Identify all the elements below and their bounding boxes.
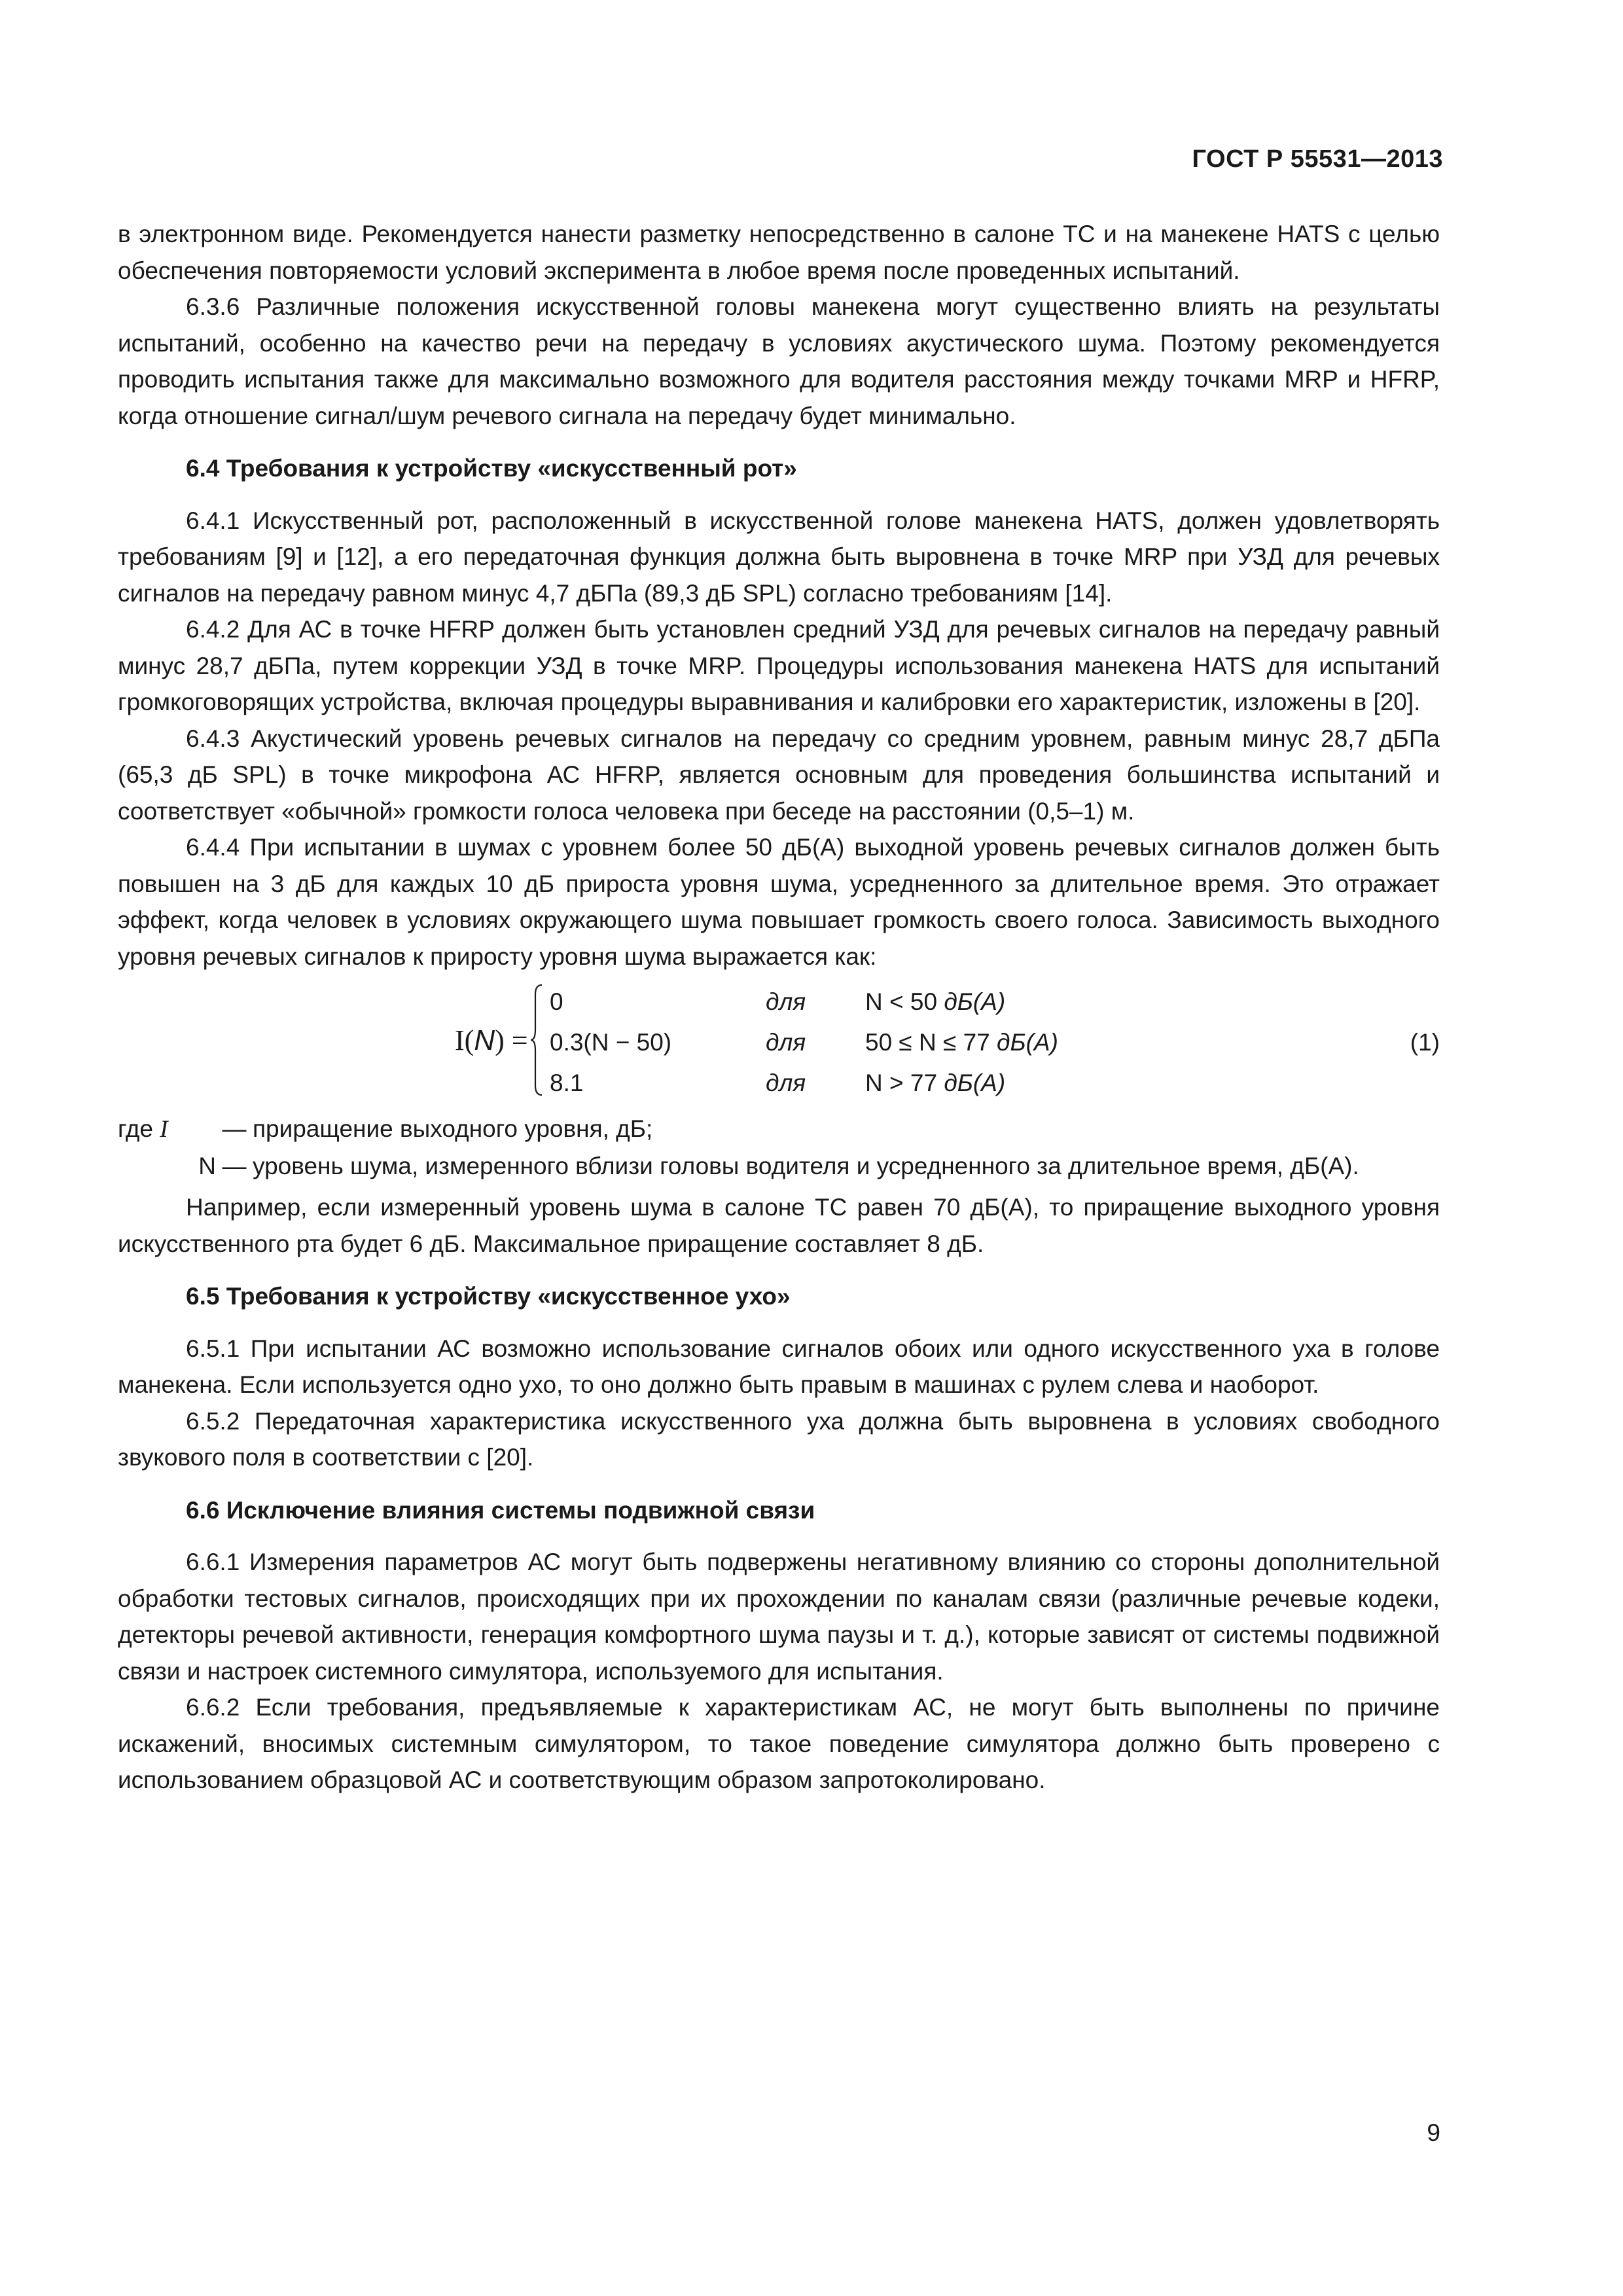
- formula-lhs: I(N) =: [455, 1024, 528, 1056]
- case-value: 0.3(N − 50): [550, 1029, 672, 1056]
- case-word: для: [766, 1029, 806, 1056]
- definition-symbol: где I: [118, 1115, 168, 1143]
- definition-symbol: N: [198, 1152, 216, 1179]
- case-condition: N < 50 дБ(А): [865, 988, 1006, 1015]
- paragraph-6-6-2: 6.6.2 Если требования, предъявляемые к характеристикам АС, не могут быть выполнены по причине искажений, вносимых системным симулятором, то такое поведение симулятора должно быть проверено с использованием образцовой АС и соответствующим образом запротоколировано.: [118, 1694, 1440, 1793]
- paragraph-6-3-6: 6.3.6 Различные положения искусственной головы манекена могут существенно влиять на результаты испытаний, особенно на качество речи на передачу в условиях акустического шума. Поэтому рекомендуется проводить испытания также для максимально возможного для водителя расстояния между точками MRP и HFRP, когда отношение сигнал/шум речевого сигнала на передачу будет минимально.: [118, 293, 1440, 429]
- case-condition: N > 77 дБ(A): [865, 1069, 1006, 1096]
- case-value: 0: [550, 988, 563, 1015]
- page-number: 9: [1427, 2119, 1440, 2146]
- definition-text: приращение выходного уровня, дБ;: [253, 1115, 653, 1142]
- paragraph-6-6-1: 6.6.1 Измерения параметров АС могут быть подвержены негативному влиянию со стороны дополнительной обработки тестовых сигналов, происходящих при их прохождении по каналам связи (различные речевые кодеки, детекторы речевой активности, генерация комфортного шума паузы и т. д.), которые зависят от системы подвижной связи и настроек системного симулятора, используемого для испытания.: [118, 1549, 1440, 1685]
- section-heading-6-4: 6.4 Требования к устройству «искусственный рот»: [186, 455, 797, 482]
- paragraph-6-4-2: 6.4.2 Для АС в точке HFRP должен быть установлен средний УЗД для речевых сигналов на передачу равный минус 28,7 дБПа, путем коррекции УЗД в точке MRP. Процедуры использования манекена HATS для испытаний громкоговорящих устройства, включая процедуры выравнивания и калибровки его характеристик, изложены в [20].: [118, 616, 1440, 715]
- formula-case-row: [550, 1065, 1139, 1101]
- paragraph-6-4-1: 6.4.1 Искусственный рот, расположенный в искусственной голове манекена HATS, должен удовлетворять требованиям [9] и [12], а его передаточная функция должна быть выровнена в точке MRP при УЗД для речевых сигналов на передачу равном минус 4,7 дБПа (89,3 дБ SPL) согласно требованиям [14].: [118, 507, 1440, 607]
- paragraph-6-4-3: 6.4.3 Акустический уровень речевых сигналов на передачу со средним уровнем, равным минус 28,7 дБПа (65,3 дБ SPL) в точке микрофона АС HFRP, является основным для проведения большинства испытаний и соответствует «обычной» громкости голоса человека при беседе на расстоянии (0,5–1) м.: [118, 725, 1440, 825]
- paragraph-6-5-2: 6.5.2 Передаточная характеристика искусственного уха должна быть выровнена в условиях свободного звукового поля в соответствии с [20].: [118, 1407, 1440, 1471]
- curly-brace: [529, 984, 543, 1096]
- formula-1: [118, 981, 1440, 1104]
- paragraph-continued: в электронном виде. Рекомендуется нанести разметку непосредственно в салоне ТС и на манекене HATS с целью обеспечения повторяемости условий эксперимента в любое время после проведенных испытаний.: [118, 221, 1440, 284]
- formula-case-row: [550, 984, 1139, 1020]
- formula-number: (1): [1410, 1029, 1440, 1056]
- case-value: 8.1: [550, 1069, 584, 1096]
- section-heading-6-5: 6.5 Требования к устройству «искусственное ухо»: [186, 1283, 791, 1310]
- definition-N: [118, 1148, 1440, 1185]
- case-word: для: [766, 1069, 806, 1096]
- case-condition: 50 ≤ N ≤ 77 дБ(A): [865, 1029, 1058, 1056]
- page-content: [118, 216, 1440, 1799]
- paragraph-6-4-4: 6.4.4 При испытании в шумах с уровнем более 50 дБ(А) выходной уровень речевых сигналов должен быть повышен на 3 дБ для каждых 10 дБ прироста уровня шума, усредненного за длительное время. Это отражает эффект, когда человек в условиях окружающего шума повышает громкость своего голоса. Зависимость выходного уровня речевых сигналов к приросту уровня шума выражается как:: [118, 834, 1440, 970]
- formula-variable: N: [474, 1024, 495, 1056]
- definition-text: уровень шума, измеренного вблизи головы водителя и усредненного за длительное время, дБ(А).: [253, 1152, 1359, 1179]
- em-dash: —: [222, 1152, 247, 1179]
- formula-case-row: [550, 1024, 1139, 1060]
- case-word: для: [766, 988, 806, 1015]
- formula-function: I: [455, 1024, 465, 1056]
- em-dash: —: [222, 1115, 247, 1142]
- variable-definitions: [118, 1111, 1440, 1184]
- standard-header: ГОСТ Р 55531—2013: [1192, 145, 1443, 173]
- section-heading-6-6: 6.6 Исключение влияния системы подвижной связи: [186, 1496, 815, 1524]
- paragraph-6-5-1: 6.5.1 При испытании АС возможно использование сигналов обоих или одного искусственного уха в голове манекена. Если используется одно ухо, то оно должно быть правым в машинах с рулем слева и наоборот.: [118, 1335, 1440, 1398]
- paragraph-example: Например, если измеренный уровень шума в салоне ТС равен 70 дБ(А), то приращение выходного уровня искусственного рта будет 6 дБ. Максимальное приращение составляет 8 дБ.: [118, 1194, 1440, 1257]
- definition-I: [118, 1111, 1440, 1148]
